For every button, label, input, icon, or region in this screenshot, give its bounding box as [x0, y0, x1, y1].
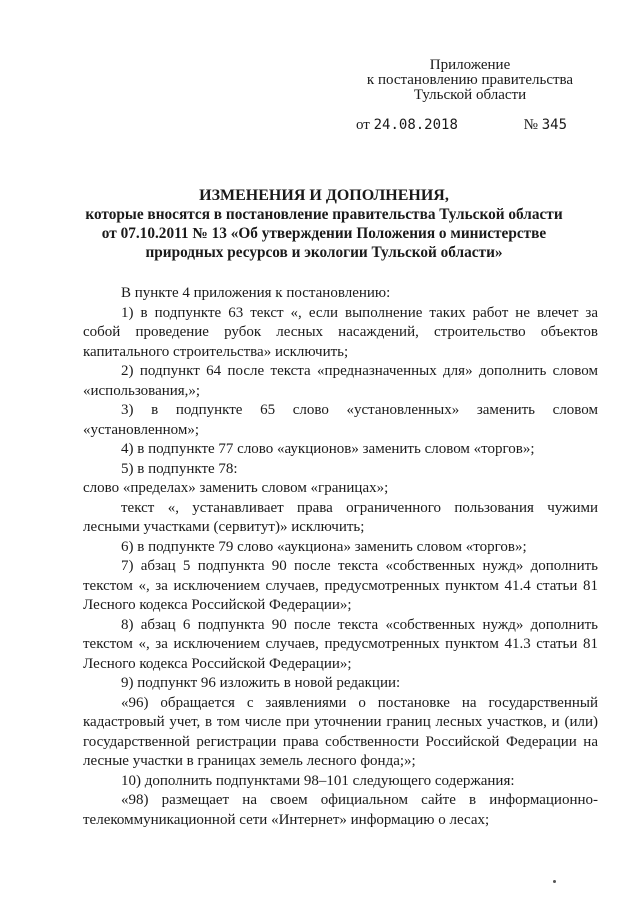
paragraph: 9) подпункт 96 изложить в новой редакции:: [121, 675, 401, 691]
paragraph: 2) подпункт 64 после текста «предназначенных для» дополнить словом «использования,»;: [83, 363, 598, 399]
date-number-line: [356, 117, 567, 134]
paragraph: слово «пределах» заменить словом «границах»;: [83, 480, 389, 496]
paragraph: текст «, устанавливает права ограниченного пользования чужими лесными участками (сервитут)» исключить;: [83, 499, 598, 535]
appendix-line: к постановлению правительства: [366, 72, 574, 88]
title-line: которые вносятся в постановление правительства Тульской области: [85, 206, 563, 223]
appendix-line: Тульской области: [413, 87, 527, 103]
paragraph: 3) в подпункте 65 слово «установленных» заменить словом «установленном»;: [83, 402, 598, 438]
paragraph: «98) размещает на своем официальном сайте в информационно-телекоммуникационной сети «Интернет» информацию о лесах;: [83, 792, 598, 828]
document-body: [83, 284, 598, 830]
title-line: природных ресурсов и экологии Тульской области»: [145, 244, 503, 261]
paragraph: 4) в подпункте 77 слово «аукционов» заменить словом «торгов»;: [121, 441, 535, 457]
paragraph: 10) дополнить подпунктами 98–101 следующего содержания:: [121, 772, 515, 789]
appendix-header: [340, 58, 600, 103]
paragraph: 7) абзац 5 подпункта 90 после текста «собственных нужд» дополнить текстом «, за исключением случаев, предусмотренных пунктом 41.4 статьи 81 Лесного кодекса Российской Федерации»;: [83, 558, 598, 613]
paragraph: 8) абзац 6 подпункта 90 после текста «собственных нужд» дополнить текстом «, за исключением случаев, предусмотренных пунктом 41.3 статьи 81 Лесного кодекса Российской Федерации»;: [83, 616, 598, 672]
paragraph: «96) обращается с заявлениями о постановке на государственный кадастровый учет, в том числе при уточнении границ лесных участков, и (или) государственной регистрации права собственности Российской Федерации на лесные участки в границах земель лесного фонда;»;: [83, 694, 598, 769]
title-line: от 07.10.2011 № 13 «Об утверждении Положения о министерстве: [101, 225, 547, 242]
paragraph: 6) в подпункте 79 слово «аукциона» заменить словом «торгов»;: [121, 538, 527, 555]
appendix-line: Приложение: [429, 57, 511, 73]
document-date: 24.08.2018: [373, 117, 458, 133]
paragraph: В пункте 4 приложения к постановлению:: [121, 285, 391, 301]
document-number: 345: [541, 117, 568, 133]
paragraph: 5) в подпункте 78:: [121, 460, 238, 477]
scan-speck: [553, 880, 556, 883]
date-prefix: от: [356, 117, 370, 133]
document-title: [70, 186, 578, 262]
paragraph: 1) в подпункте 63 текст «, если выполнение таких работ не влечет за собой проведение рубок лесных насаждений, строительство объектов капитального строительства» исключить;: [83, 304, 598, 360]
title-line: ИЗМЕНЕНИЯ И ДОПОЛНЕНИЯ,: [199, 187, 449, 204]
number-sign: №: [523, 117, 538, 133]
